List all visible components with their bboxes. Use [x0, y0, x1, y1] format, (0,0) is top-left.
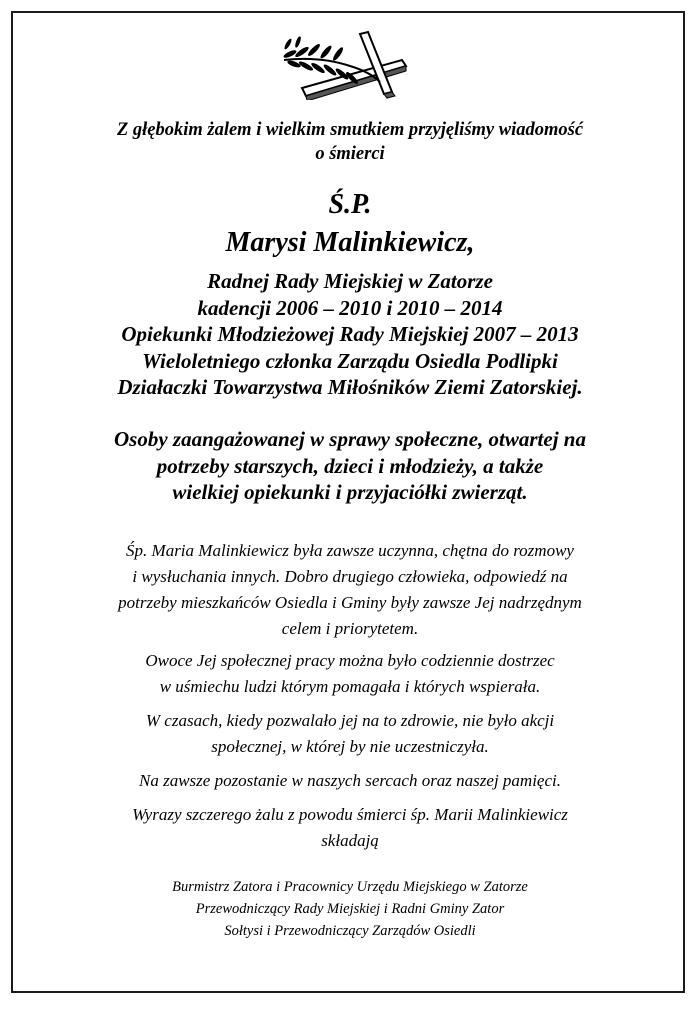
roles-list [20, 268, 680, 401]
paragraph-condolences [20, 802, 680, 854]
honorific: Ś.P. [328, 189, 372, 220]
signer-line: Przewodniczący Rady Miejskiej i Radni Gminy Zator [195, 901, 505, 917]
paragraph-character [20, 538, 680, 642]
signer-line: Burmistrz Zatora i Pracownicy Urzędu Miejskiego w Zatorze [172, 879, 528, 895]
role-line: Wieloletniego członka Zarządu Osiedla Podlipki [142, 348, 558, 373]
person-description [20, 426, 680, 506]
paragraph-line: w uśmiechu ludzi którym pomagała i których wspierała. [159, 677, 541, 696]
description-line: wielkiej opiekunki i przyjaciółki zwierząt. [172, 480, 528, 504]
intro-text [20, 118, 680, 166]
signers-list [20, 876, 680, 942]
description-line: potrzeby starszych, dzieci i młodzieży, a także [156, 453, 544, 478]
cross-with-olive-branch-icon [280, 26, 420, 100]
role-line: Działaczki Towarzystwa Miłośników Ziemi Zatorskiej. [117, 375, 583, 399]
paragraph-line: Na zawsze pozostanie w naszych sercach oraz naszej pamięci. [139, 771, 561, 790]
paragraph-line: W czasach, kiedy pozwalało jej na to zdrowie, nie było akcji [145, 711, 555, 730]
paragraph-memory [20, 768, 680, 794]
intro-line: Z głębokim żalem i wielkim smutkiem przyjęliśmy wiadomość [116, 120, 584, 140]
paragraph-line: Owoce Jej społecznej pracy można było codziennie dostrzec [145, 651, 555, 670]
paragraph-line: składają [321, 831, 379, 850]
role-line: Opiekunki Młodzieżowej Rady Miejskiej 2007 – 2013 [121, 322, 579, 346]
deceased-name: Marysi Malinkiewicz, [225, 227, 475, 258]
paragraph-line: Śp. Maria Malinkiewicz była zawsze uczynna, chętna do rozmowy [126, 541, 574, 560]
paragraph-line: celem i priorytetem. [281, 619, 419, 638]
description-line: Osoby zaangażowanej w sprawy społeczne, otwartej na [114, 427, 586, 451]
role-line: Radnej Rady Miejskiej w Zatorze [207, 269, 493, 293]
paragraph-line: społecznej, w której by nie uczestniczyła. [211, 737, 489, 756]
paragraph-line: Wyrazy szczerego żalu z powodu śmierci śp. Marii Malinkiewicz [132, 805, 568, 824]
paragraph-work [20, 648, 680, 700]
paragraph-line: i wysłuchania innych. Dobro drugiego człowieka, odpowiedź na [132, 567, 568, 586]
paragraph-engagement [20, 708, 680, 760]
signer-line: Sołtysi i Przewodniczący Zarządów Osiedli [224, 923, 476, 939]
paragraph-line: potrzeby mieszkańców Osiedla i Gminy były zawsze Jej nadrzędnym [118, 593, 582, 612]
intro-line: o śmierci [315, 144, 385, 164]
role-line: kadencji 2006 – 2010 i 2010 – 2014 [197, 295, 503, 320]
